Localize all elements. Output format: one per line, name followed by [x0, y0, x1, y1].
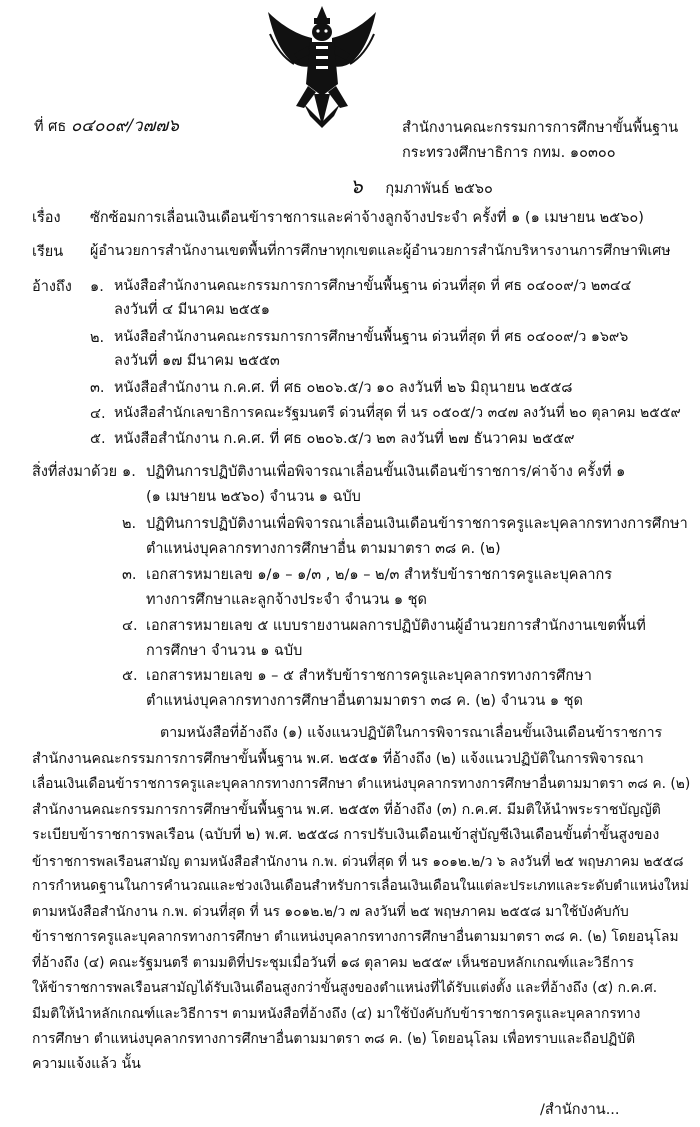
reference-1-line2: ลงวันที่ ๔ มีนาคม ๒๕๕๑ — [114, 302, 270, 318]
body-line-10: ที่อ้างถึง (๔) คณะรัฐมนตรี ตามมติที่ประชุมเมื่อวันที่ ๑๘ ตุลาคม ๒๕๕๙ เห็นชอบหลักเกณฑ์และวิธีการ — [32, 955, 634, 971]
body-line-13: การศึกษา ตำแหน่งบุคลากรทางการศึกษาอื่นตามมาตรา ๓๘ ค. (๒) โดยอนุโลม เพื่อทราบและถือปฏิบัติ — [32, 1031, 636, 1047]
enclosure-2-line1: ปฏิทินการปฏิบัติงานเพื่อพิจารณาเลื่อนเงินเดือนข้าราชการครูและบุคลากรทางการศึกษา — [146, 516, 688, 532]
body-line-8: ตามหนังสือสำนักงาน ก.พ. ด่วนที่สุด ที่ นร ๑๐๑๒.๒/ว ๗ ลงวันที่ ๒๕ พฤษภาคม ๒๕๕๘ มาใช้บังคับกับ — [32, 904, 629, 920]
recipient-text: ผู้อำนวยการสำนักงานเขตพื้นที่การศึกษาทุกเขตและผู้อำนวยการสำนักบริหารงานการศึกษาพิเศษ — [90, 243, 671, 259]
document-number — [34, 112, 179, 139]
body-line-11: ให้ข้าราชการพลเรือนสามัญได้รับเงินเดือนสูงกว่าขั้นสูงของตำแหน่งที่ได้รับแต่งตั้ง และที่อ้างถึง (๕) ก.ค.ศ. — [32, 980, 658, 996]
enclosure-2-number: ๒. — [122, 516, 137, 532]
reference-4-number: ๔. — [90, 406, 106, 422]
reference-3-line1: หนังสือสำนักงาน ก.ค.ศ. ที่ ศธ ๐๒๐๖.๕/ว ๑๐ ลงวันที่ ๒๖ มิถุนายน ๒๕๕๘ — [114, 380, 573, 396]
enclosures-label: สิ่งที่ส่งมาด้วย — [32, 464, 118, 480]
date-month-year: กุมภาพันธ์ ๒๕๖๐ — [385, 181, 493, 197]
reference-2-number: ๒. — [90, 330, 105, 346]
enclosure-5-line2: ตำแหน่งบุคลากรทางการศึกษาอื่นตามมาตรา ๓๘ ค. (๒) จำนวน ๑ ชุด — [146, 693, 583, 709]
document-date — [350, 170, 493, 202]
document-number-prefix: ที่ ศธ — [34, 119, 67, 135]
reference-1-number: ๑. — [90, 279, 104, 295]
office-name: สำนักงานคณะกรรมการการศึกษาขั้นพื้นฐาน — [402, 120, 679, 136]
enclosure-2-line2: ตำแหน่งบุคลากรทางการศึกษาอื่น ตามมาตรา ๓๘ ค. (๒) — [146, 541, 501, 557]
document-number-handwritten: ๐๔๐๐๙/ว๗๗๖ — [70, 116, 179, 136]
reference-2-line2: ลงวันที่ ๑๗ มีนาคม ๒๕๕๓ — [114, 353, 280, 369]
enclosure-3-number: ๓. — [122, 567, 137, 583]
body-line-5: ระเบียบข้าราชการพลเรือน (ฉบับที่ ๒) พ.ศ. ๒๕๕๘ การปรับเงินเดือนเข้าสู่บัญชีเงินเดือนขั้นต่ำขั้นสูงของ — [32, 827, 660, 843]
body-line-9: ข้าราชการครูและบุคลากรทางการศึกษา ตำแหน่งบุคลากรทางการศึกษาอื่นตามมาตรา ๓๘ ค. (๒) โดยอนุโลม — [32, 929, 679, 945]
enclosure-5-line1: เอกสารหมายเลข ๑ – ๕ สำหรับข้าราชการครูและบุคลากรทางการศึกษา — [146, 668, 592, 684]
reference-5-line1: หนังสือสำนักงาน ก.ค.ศ. ที่ ศธ ๐๒๐๖.๕/ว ๒๓ ลงวันที่ ๒๗ ธันวาคม ๒๕๕๙ — [114, 431, 575, 447]
body-line-3: เลื่อนเงินเดือนข้าราชการครูและบุคลากรทางการศึกษา ตำแหน่งบุคลากรทางการศึกษาอื่นตามมาตรา ๓๘ ค. (๒) — [32, 776, 691, 792]
subject-label: เรื่อง — [32, 210, 61, 226]
enclosure-3-line1: เอกสารหมายเลข ๑/๑ – ๑/๓ , ๒/๑ – ๒/๓ สำหรับข้าราชการครูและบุคลากร — [146, 567, 613, 583]
body-line-1: ตามหนังสือที่อ้างถึง (๑) แจ้งแนวปฏิบัติในการพิจารณาเลื่อนขั้นเงินเดือนข้าราชการ — [160, 725, 663, 741]
date-day-handwritten: ๖ — [350, 174, 363, 198]
enclosure-1-line1: ปฏิทินการปฏิบัติงานเพื่อพิจารณาเลื่อนขั้นเงินเดือนข้าราชการ/ค่าจ้าง ครั้งที่ ๑ — [146, 464, 626, 480]
reference-5-number: ๕. — [90, 431, 106, 447]
enclosure-3-line2: ทางการศึกษาและลูกจ้างประจำ จำนวน ๑ ชุด — [146, 592, 427, 608]
office-address: กระทรวงศึกษาธิการ กทม. ๑๐๓๐๐ — [402, 145, 616, 161]
reference-4-line1: หนังสือสำนักเลขาธิการคณะรัฐมนตรี ด่วนที่สุด ที่ นร ๐๕๐๕/ว ๓๔๗ ลงวันที่ ๒๐ ตุลาคม ๒๕๕๙ — [114, 405, 681, 421]
reference-1-line1: หนังสือสำนักงานคณะกรรมการการศึกษาขั้นพื้นฐาน ด่วนที่สุด ที่ ศธ ๐๔๐๐๙/ว ๒๓๔๔ — [114, 278, 632, 294]
enclosure-4-number: ๔. — [122, 618, 138, 634]
continuation-marker: /สำนักงาน... — [540, 1102, 620, 1118]
garuda-emblem — [264, 4, 380, 130]
body-line-2: สำนักงานคณะกรรมการการศึกษาขั้นพื้นฐาน พ.ศ. ๒๕๕๑ ที่อ้างถึง (๒) แจ้งแนวปฏิบัติในการพิจารณา — [32, 751, 644, 767]
reference-3-number: ๓. — [90, 380, 105, 396]
enclosure-1-line2: (๑ เมษายน ๒๕๖๐) จำนวน ๑ ฉบับ — [146, 489, 361, 505]
body-line-12: มีมติให้นำหลักเกณฑ์และวิธีการฯ ตามหนังสือที่อ้างถึง (๔) มาใช้บังคับกับข้าราชการครูและบุคลากรทาง — [32, 1006, 641, 1022]
enclosure-5-number: ๕. — [122, 668, 138, 684]
enclosure-1-number: ๑. — [122, 464, 136, 480]
body-line-14: ความแจ้งแล้ว นั้น — [32, 1056, 141, 1072]
enclosure-4-line2: การศึกษา จำนวน ๑ ฉบับ — [146, 643, 303, 659]
body-line-4: สำนักงานคณะกรรมการการศึกษาขั้นพื้นฐาน พ.ศ. ๒๕๕๓ ที่อ้างถึง (๓) ก.ค.ศ. มีมติให้นำพระราชบัญญัติ — [32, 802, 661, 818]
enclosure-4-line1: เอกสารหมายเลข ๕ แบบรายงานผลการปฏิบัติงานผู้อำนวยการสำนักงานเขตพื้นที่ — [146, 618, 646, 634]
reference-2-line1: หนังสือสำนักงานคณะกรรมการการศึกษาขั้นพื้นฐาน ด่วนที่สุด ที่ ศธ ๐๔๐๐๙/ว ๑๖๙๖ — [114, 329, 629, 345]
references-label: อ้างถึง — [32, 279, 72, 295]
body-line-6: ข้าราชการพลเรือนสามัญ ตามหนังสือสำนักงาน ก.พ. ด่วนที่สุด ที่ นร ๑๐๑๒.๒/ว ๖ ลงวันที่ ๒๕ พฤษภาคม ๒๕๕๘ — [32, 854, 684, 870]
subject-text: ซักซ้อมการเลื่อนเงินเดือนข้าราชการและค่าจ้างลูกจ้างประจำ ครั้งที่ ๑ (๑ เมษายน ๒๕๖๐) — [90, 210, 644, 226]
recipient-label: เรียน — [32, 244, 64, 260]
body-line-7: การกำหนดฐานในการคำนวณและช่วงเงินเดือนสำหรับการเลื่อนเงินเดือนในแต่ละประเภทและระดับตำแหน่งใหม่ — [32, 878, 689, 894]
